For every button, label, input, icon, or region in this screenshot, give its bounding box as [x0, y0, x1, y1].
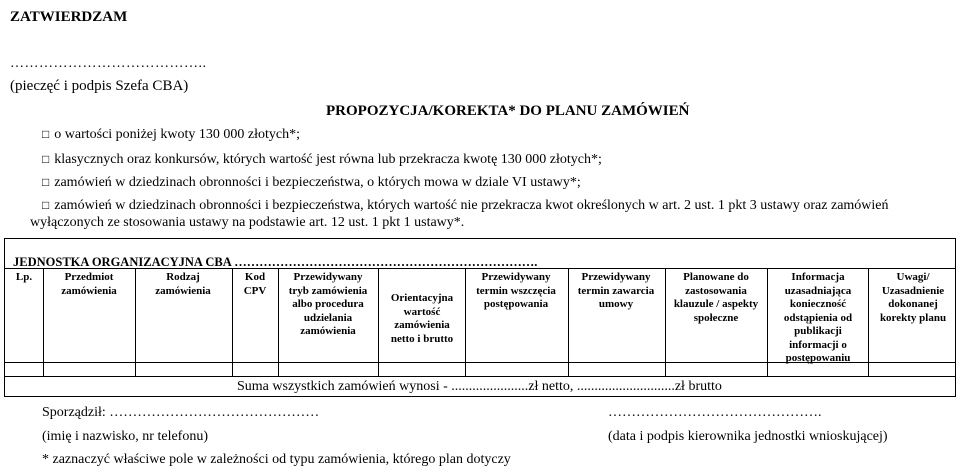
- option-label: klasycznych oraz konkursów, których wartość jest równa lub przekracza kwotę 130 000 złotych*;: [54, 152, 602, 167]
- signature-dots: …………………………………..: [10, 56, 207, 71]
- table-rule: [5, 268, 955, 269]
- option-defence-vi[interactable]: [42, 175, 581, 191]
- header-info: Informacja uzasadniająca konieczność odstąpienia od publikacji informacji o postępowaniu: [783, 271, 853, 364]
- approval-heading: ZATWIERDZAM: [10, 9, 128, 25]
- organizational-unit-label: JEDNOSTKA ORGANIZACYJNA CBA ……………………………………………………………….: [13, 255, 538, 269]
- checkbox-icon[interactable]: □: [42, 175, 50, 189]
- column-divider: [278, 268, 279, 376]
- column-divider: [665, 268, 666, 376]
- prepared-by-field[interactable]: Sporządził: ………………………………………: [42, 405, 320, 420]
- header-cpv: Kod CPV: [243, 271, 267, 297]
- option-classic[interactable]: [42, 152, 602, 168]
- document-title: PROPOZYCJA/KOREKTA* DO PLANU ZAMÓWIEŃ: [326, 103, 690, 119]
- checkbox-icon[interactable]: □: [42, 127, 50, 141]
- checkbox-icon[interactable]: □: [42, 198, 50, 212]
- column-divider: [868, 268, 869, 376]
- header-conclusion: Przewidywany termin zawarcia umowy: [577, 271, 655, 310]
- column-divider: [135, 268, 136, 376]
- manager-signature-dots: ……………………………………….: [608, 405, 822, 420]
- table-rule: [5, 376, 955, 377]
- stamp-caption: (pieczęć i podpis Szefa CBA): [10, 78, 189, 94]
- column-divider: [232, 268, 233, 376]
- column-divider: [465, 268, 466, 376]
- header-clauses: Planowane do zastosowania klauzule / aspekty społeczne: [673, 271, 759, 324]
- option-label: zamówień w dziedzinach obronności i bezpieczeństwa, których wartość nie przekracza kwot określonych w art. 2 ust. 1 pkt 3 ustawy oraz zamówień wyłączonych ze stosowania ustawy na podstawie art. 12 ust. 1 pkt 1 ustawy*.: [30, 198, 889, 230]
- name-phone-caption: (imię i nazwisko, nr telefonu): [42, 429, 209, 444]
- footnote: * zaznaczyć właściwe pole w zależności od typu zamówienia, którego plan dotyczy: [42, 452, 511, 467]
- header-lp: Lp.: [15, 271, 33, 283]
- header-value: Orientacyjna wartość zamówienia netto i brutto: [390, 292, 454, 345]
- manager-caption: (data i podpis kierownika jednostki wnioskującej): [608, 429, 888, 444]
- header-subject: Przedmiot zamówienia: [61, 271, 117, 297]
- header-remarks: Uwagi/ Uzasadnienie dokonanej korekty planu: [879, 271, 947, 324]
- total-sum-line: Suma wszystkich zamówień wynosi - ......................zł netto, ............................zł brutto: [237, 379, 722, 394]
- header-start: Przewidywany termin wszczęcia postępowania: [476, 271, 556, 310]
- option-label: o wartości poniżej kwoty 130 000 złotych*;: [54, 127, 300, 142]
- checkbox-icon[interactable]: □: [42, 152, 50, 166]
- header-mode: Przewidywany tryb zamówienia albo procedura udzielania zamówienia: [288, 271, 368, 337]
- column-divider: [767, 268, 768, 376]
- column-divider: [378, 268, 379, 376]
- option-below-threshold[interactable]: [42, 127, 300, 143]
- column-divider: [568, 268, 569, 376]
- column-divider: [43, 268, 44, 376]
- header-type: Rodzaj zamówienia: [155, 271, 211, 297]
- option-defence-below[interactable]: [30, 197, 950, 231]
- option-label: zamówień w dziedzinach obronności i bezpieczeństwa, o których mowa w dziale VI ustawy*;: [54, 175, 581, 190]
- plan-table: [4, 238, 956, 397]
